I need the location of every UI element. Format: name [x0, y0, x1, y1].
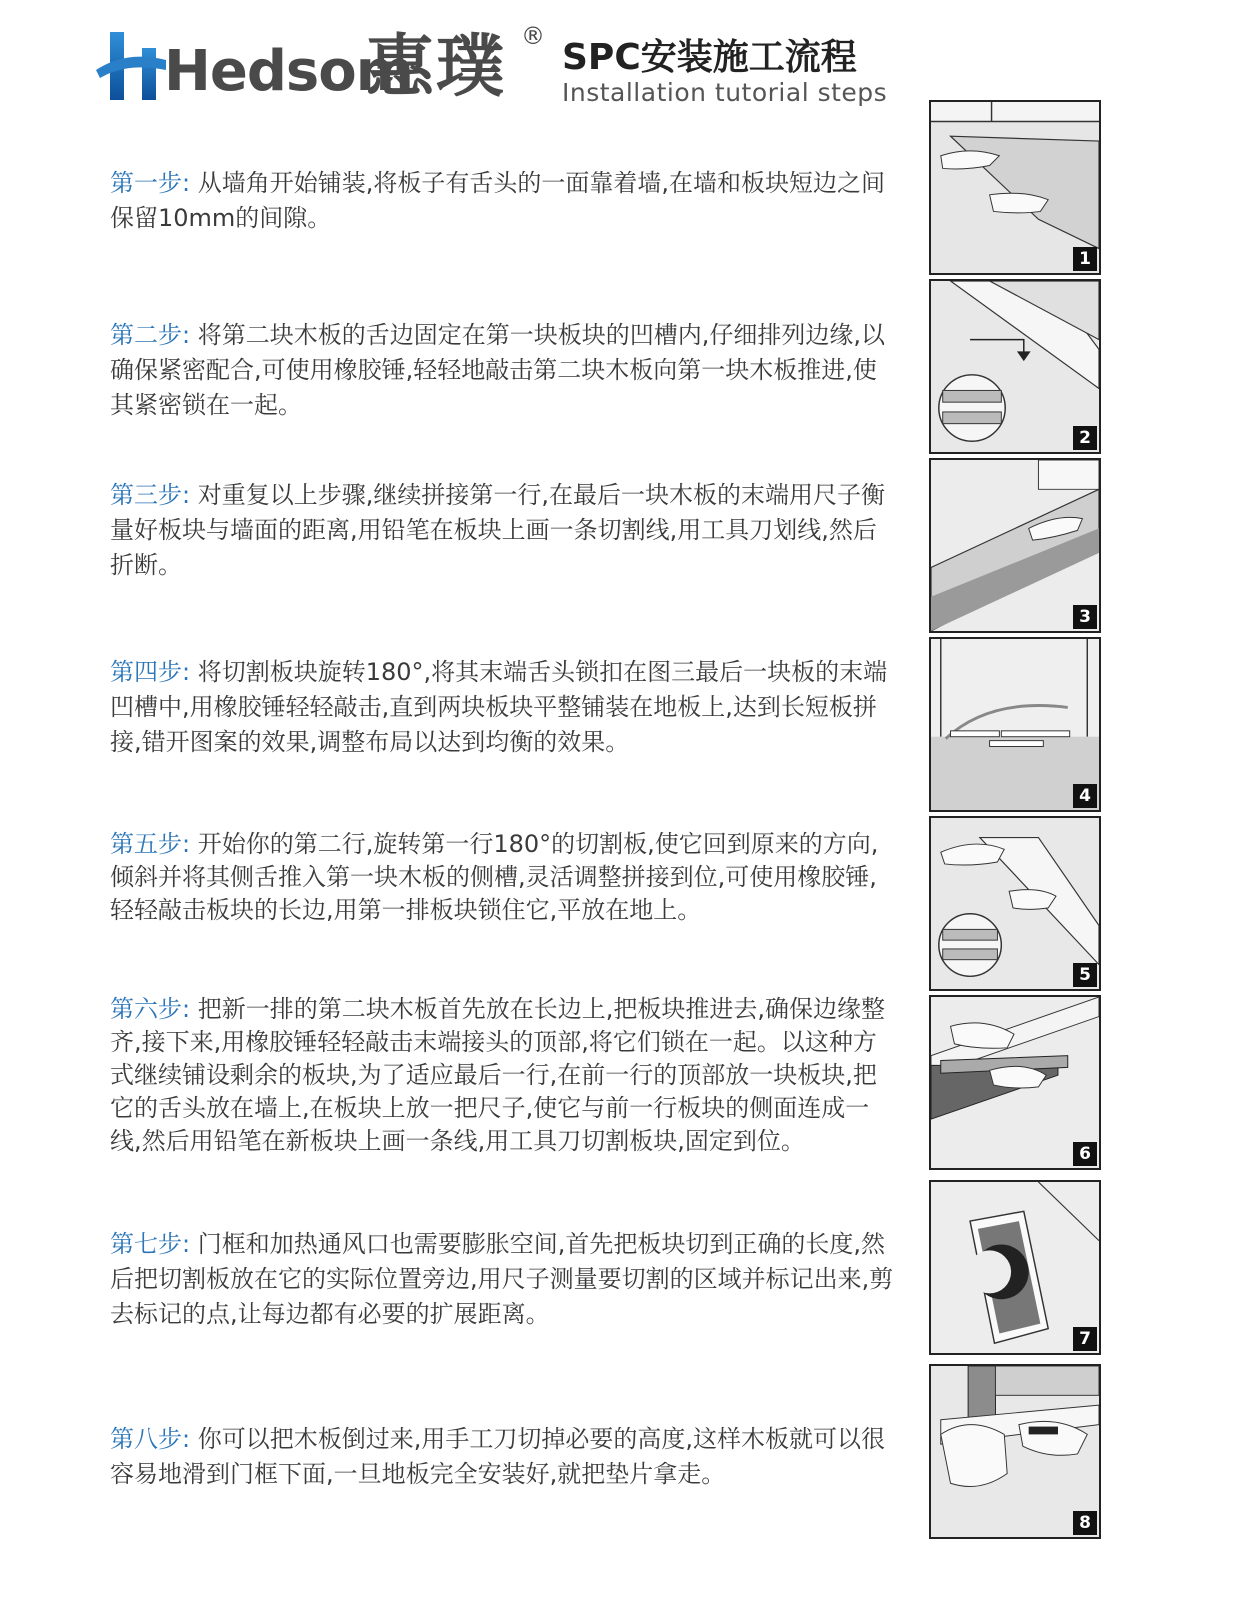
logo-wordmark: Hedsom — [164, 39, 414, 104]
page-title: SPC安装施工流程 — [562, 37, 857, 78]
step-6 — [110, 993, 896, 1158]
figure-number: 2 — [1073, 426, 1097, 450]
step-1-illustration — [929, 100, 1101, 275]
step-label: 第五步: — [110, 830, 191, 858]
step-text: 门框和加热通风口也需要膨胀空间,首先把板块切到正确的长度,然后把切割板放在它的实际位置旁边,用尺子测量要切割的区域并标记出来,剪去标记的点,让每边都有必要的扩展距离。 — [110, 1230, 894, 1328]
step-text: 开始你的第二行,旋转第一行180°的切割板,使它回到原来的方向, 倾斜并将其侧舌推入第一块木板的侧槽,灵活调整拼接到位,可使用橡胶锤,轻轻敲击板块的长边,用第一排板块锁住它,平放在地上。 — [110, 830, 879, 924]
step-label: 第六步: — [110, 995, 191, 1023]
step-text: 把新一排的第二块木板首先放在长边上,把板块推进去,确保边缘整齐,接下来,用橡胶锤轻轻敲击末端接头的顶部,将它们锁在一起。以这种方式继续铺设剩余的板块,为了适应最后一行,在前一行的顶部放一块板块,把它的舌头放在墙上,在板块上放一把尺子,使它与前一行板块的侧面连成一线,然后用铅笔在新板块上画一条线,用工具刀切割板块,固定到位。 — [110, 995, 885, 1155]
step-8-illustration — [929, 1364, 1101, 1539]
step-text: 将第二块木板的舌边固定在第一块板块的凹槽内,仔细排列边缘,以确保紧密配合,可使用橡胶锤,轻轻地敲击第二块木板向第一块木板推进,使其紧密锁在一起。 — [110, 321, 885, 419]
step-label: 第一步: — [110, 169, 191, 197]
step-7 — [110, 1227, 896, 1332]
step-8 — [110, 1422, 896, 1492]
step-label: 第八步: — [110, 1425, 191, 1453]
step-1 — [110, 166, 896, 236]
step-text: 你可以把木板倒过来,用手工刀切掉必要的高度,这样木板就可以很容易地滑到门框下面,一旦地板完全安装好,就把垫片拿走。 — [110, 1425, 885, 1488]
logo-chinese-name: 惠璞 — [366, 28, 507, 107]
step-5 — [110, 828, 896, 927]
step-6-illustration — [929, 995, 1101, 1170]
step-4 — [110, 655, 896, 760]
figure-number: 1 — [1073, 247, 1097, 271]
figure-number: 6 — [1073, 1142, 1097, 1166]
figure-number: 5 — [1073, 963, 1097, 987]
step-label: 第二步: — [110, 321, 191, 349]
logo-h-mark-icon — [96, 30, 170, 104]
brand-logo — [96, 22, 566, 108]
step-text: 从墙角开始铺装,将板子有舌头的一面靠着墙,在墙和板块短边之间保留10mm的间隙。 — [110, 169, 885, 232]
step-3 — [110, 478, 896, 583]
step-3-illustration — [929, 458, 1101, 633]
step-label: 第七步: — [110, 1230, 191, 1258]
step-text: 对重复以上步骤,继续拼接第一行,在最后一块木板的末端用尺子衡量好板块与墙面的距离,用铅笔在板块上画一条切割线,用工具刀划线,然后折断。 — [110, 481, 885, 579]
page-subtitle: Installation tutorial steps — [562, 78, 888, 107]
step-label: 第三步: — [110, 481, 191, 509]
step-4-illustration — [929, 637, 1101, 812]
step-2 — [110, 318, 896, 423]
figure-number: 7 — [1073, 1327, 1097, 1351]
figure-number: 3 — [1073, 605, 1097, 629]
figure-number: 8 — [1073, 1511, 1097, 1535]
step-5-illustration — [929, 816, 1101, 991]
step-7-illustration — [929, 1180, 1101, 1355]
registered-mark: ® — [521, 22, 545, 50]
step-2-illustration — [929, 279, 1101, 454]
figure-number: 4 — [1073, 784, 1097, 808]
step-text: 将切割板块旋转180°,将其末端舌头锁扣在图三最后一块板的末端凹槽中,用橡胶锤轻轻敲击,直到两块板块平整铺装在地板上,达到长短板拼接,错开图案的效果,调整布局以达到均衡的效果。 — [110, 658, 888, 756]
step-label: 第四步: — [110, 658, 191, 686]
